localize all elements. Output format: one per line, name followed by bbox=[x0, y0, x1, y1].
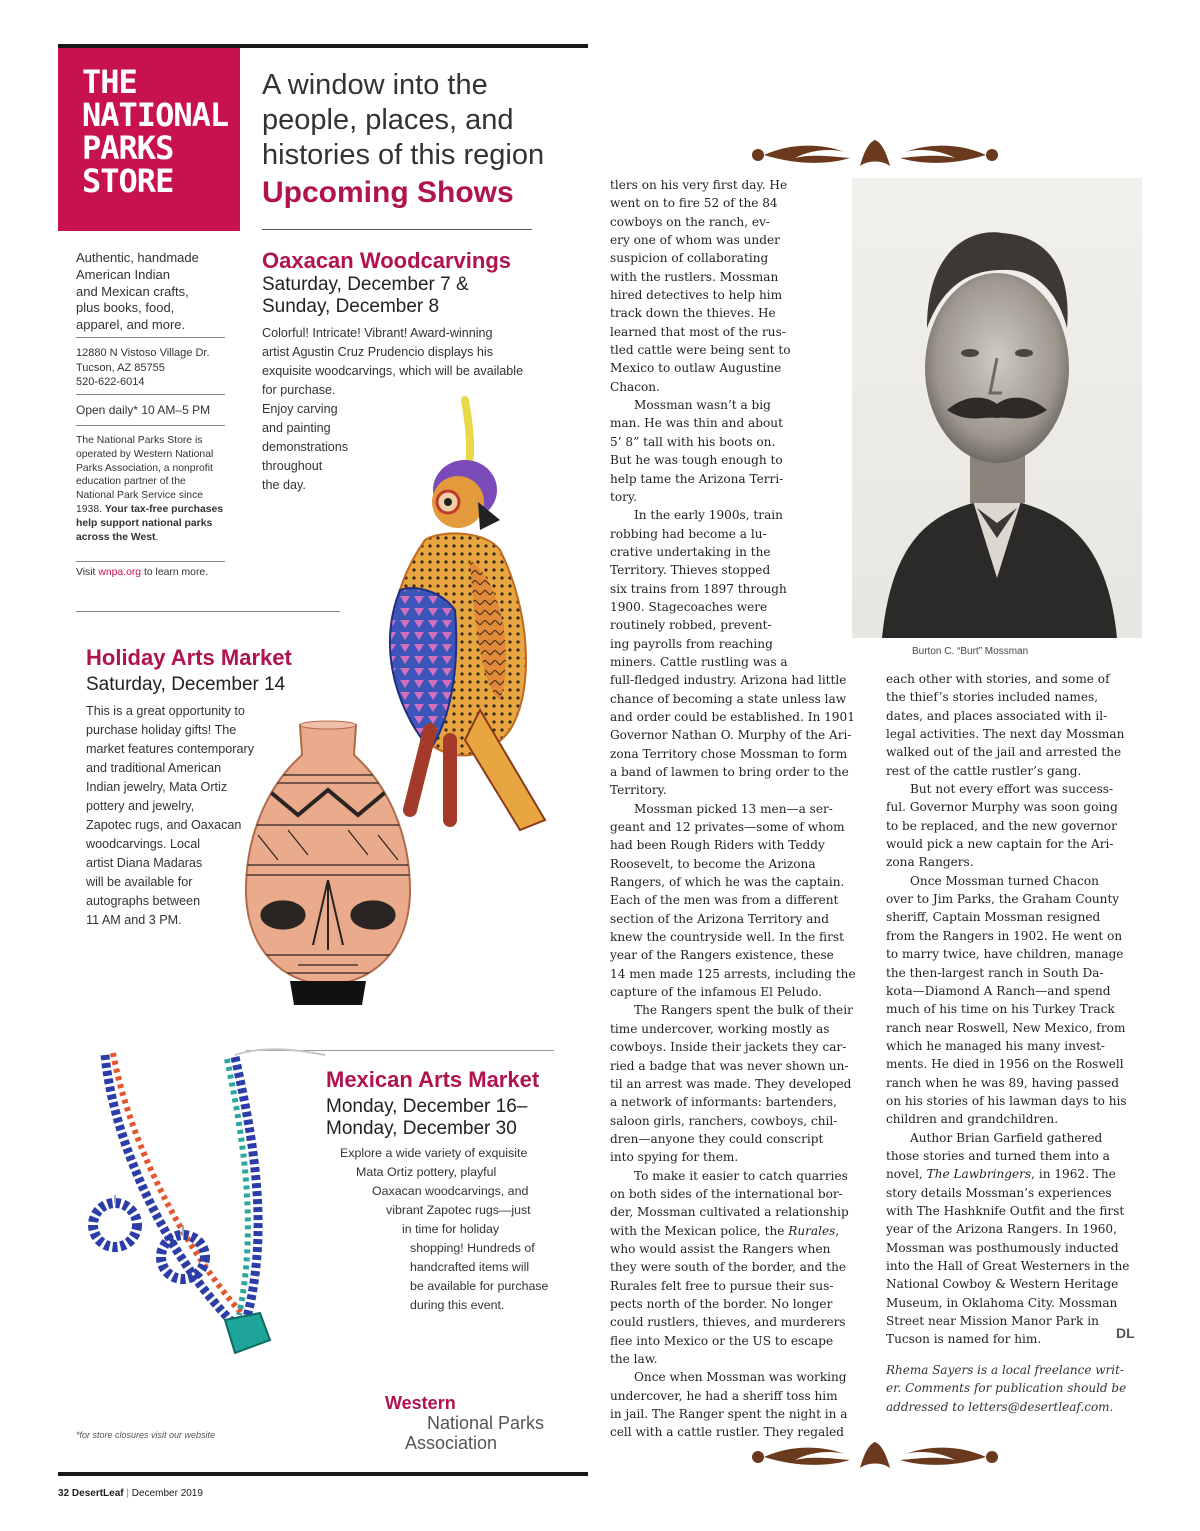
paragraph-text: To make it easier to catch quarries on both sides of the international bor- der, Mossman cultivated a relationship with the Mexican police, the bbox=[610, 1168, 849, 1238]
desc-line: This is a great opportunity to bbox=[86, 704, 245, 718]
sidebar-intro-line: Authentic, handmade bbox=[76, 250, 199, 265]
phone-number: 520-622-6014 bbox=[76, 376, 145, 388]
author-byline: Rhema Sayers is a local freelance writ- er. Comments for publication should be addressed to letters@desertleaf.com. bbox=[886, 1363, 1127, 1414]
store-hours: Open daily* 10 AM–5 PM bbox=[76, 403, 211, 417]
desc-line: Mata Ortiz pottery, playful bbox=[356, 1165, 497, 1179]
wnpa-logo bbox=[385, 1393, 565, 1453]
article-paragraph: Mossman picked 13 men—a ser- geant and 12 privates—some of whom had been Rough Riders with Teddy Roosevelt, to become the Arizona Rangers, of which he was the captain. Each of the men was from a different section of the Arizona Territory and knew the countryside well. In the first year of the Rangers existence, these 14 men made 125 arrests, including the capture of the infamous El Peludo. bbox=[610, 801, 856, 1000]
sidebar-intro-line: and Mexican crafts, bbox=[76, 283, 189, 299]
desc-line: demonstrations bbox=[262, 440, 349, 454]
event-date bbox=[326, 1096, 527, 1140]
mossman-portrait-photo bbox=[852, 178, 1142, 638]
headline-line: histories of this region bbox=[262, 139, 545, 171]
article-paragraph: Mossman wasn’t a big man. He was thin and about 5’ 8” tall with his boots on. But he was tough enough to help tame the Arizona Terri- tory. bbox=[610, 398, 784, 504]
article-paragraph: each other with stories, and some of the thief’s stories included names, dates, and places associated with il- legal activities. The next day Mossman walked out of the jail and arrested the rest of the cattle rustler’s gang. bbox=[886, 672, 1125, 778]
page-folio bbox=[58, 1488, 203, 1499]
article-paragraph: In the early 1900s, train robbing had become a lu- crative undertaking in the Territory. Thieves stopped six trains from 1897 through 1900. Stagecoaches were routinely robbed, prevent- ing payrolls from reaching miners. Cattle rustling was a full-fledged industry. Arizona had little chance of becoming a state unless law and order could be established. In 1901 Governor Nathan O. Murphy of the Ari- zona Territory chose Mossman to form a band of lawmen to bring order to the Territory. bbox=[610, 508, 855, 798]
desc-line: Explore a wide variety of exquisite bbox=[340, 1146, 528, 1160]
portrait-figure bbox=[852, 178, 1142, 638]
visit-suffix: to learn more. bbox=[141, 567, 209, 578]
desc-line: Colorful! Intricate! Vibrant! Award-winning bbox=[262, 326, 493, 340]
headline-rule bbox=[262, 229, 532, 230]
store-about: The National Parks Store is operated by Western National Parks Association, a nonprofit education partner of the National Park Service since 1938. Your tax-free purchases help support national parks across the West. bbox=[76, 435, 224, 543]
desc-line: handcrafted items will bbox=[410, 1260, 530, 1274]
folio-separator: | bbox=[126, 1488, 129, 1499]
store-address bbox=[76, 346, 226, 390]
paragraph-text: Author Brian Garfield gathered those stories and turned them into a novel, bbox=[886, 1130, 1110, 1182]
article-paragraph: The Rangers spent the bulk of their time undercover, working mostly as cowboys. Inside their jackets they car- ried a badge that was never shown un- til an arrest was made. They developed a network of informants: bartenders, saloon girls, ranchers, cowboys, chil- dren—anyone they could conscript into spying for them. bbox=[610, 1003, 853, 1165]
visit-note bbox=[76, 567, 226, 579]
desc-line: for purchase. bbox=[262, 383, 336, 397]
headline-line: A window into the bbox=[262, 69, 488, 101]
paragraph-text: , who would assist the Rangers when they were south of the border, and the Rurales felt free to pursue their sus- pects north of the border. No longer could rustlers, thieves, and murderers flee into Mexico or the US to escape the law. bbox=[610, 1223, 847, 1366]
sidebar-intro bbox=[76, 250, 226, 334]
article-paragraph: Once Mossman turned Chacon over to Jim Parks, the Graham County sheriff, Captain Mossman resigned from the Rangers in 1902. He went on to marry twice, have children, manage the then-largest ranch in South Da- kota—Diamond A Ranch—and spend much of his time on his Turkey Track ranch near Roswell, New Mexico, from which he managed his many invest- ments. He died in 1956 on the Roswell ranch when he was 89, having passed on his stories of his lawman days to his children and grandchildren. bbox=[886, 873, 1127, 1127]
event-title: Mexican Arts Market bbox=[326, 1067, 540, 1092]
desc-line: and painting bbox=[262, 421, 331, 435]
page-number: 32 bbox=[58, 1488, 70, 1499]
event-date bbox=[86, 674, 285, 696]
logo-line: PARKS bbox=[82, 129, 174, 167]
desc-line: Enjoy carving bbox=[262, 402, 338, 416]
event-description bbox=[340, 1144, 548, 1315]
mata-ortiz-pot-image bbox=[238, 715, 418, 1015]
desc-line: vibrant Zapotec rugs—just bbox=[386, 1203, 531, 1217]
sidebar-intro-line: apparel, and more. bbox=[76, 317, 186, 333]
top-ornament bbox=[750, 138, 1000, 172]
issue-date: December 2019 bbox=[131, 1488, 203, 1499]
event-date-line: Saturday, December 14 bbox=[86, 674, 286, 695]
sidebar-bottom-rule bbox=[76, 611, 340, 612]
logo-line: STORE bbox=[82, 162, 174, 200]
event-date-line: Monday, December 30 bbox=[326, 1118, 517, 1139]
sidebar-divider bbox=[76, 425, 225, 426]
desc-line: Zapotec rugs, and Oaxacan bbox=[86, 818, 242, 832]
desc-line: Oaxacan woodcarvings, and bbox=[372, 1184, 529, 1198]
bottom-rule bbox=[58, 1472, 588, 1476]
address-line: Tucson, AZ 85755 bbox=[76, 361, 165, 374]
desc-line: 11 AM and 3 PM. bbox=[86, 913, 182, 927]
desc-line: artist Diana Madaras bbox=[86, 856, 203, 870]
headline-line: people, places, and bbox=[262, 104, 514, 136]
article-paragraph: Once when Mossman was working undercover, he had a sheriff toss him in jail. The Ranger spent the night in a cell with a cattle rustler. They regaled bbox=[610, 1370, 848, 1440]
article-paragraph: tlers on his very first day. He went on to fire 52 of the 84 cowboys on the ranch, ev- ery one of whom was under suspicion of collaborating with the rustlers. Mossman hired detectives to help him track down the thieves. He learned that most of the rus- tled cattle were being sent to Mexico to outlaw Augustine Chacon. bbox=[610, 178, 791, 394]
logo-line: NATIONAL bbox=[82, 96, 229, 134]
desc-line: autographs between bbox=[86, 894, 201, 908]
desc-line: exquisite woodcarvings, which will be available bbox=[262, 364, 524, 378]
end-mark: DL bbox=[1116, 1325, 1135, 1341]
sidebar-intro-line: American Indian bbox=[76, 266, 170, 282]
article-paragraph bbox=[610, 1167, 878, 1369]
article-column-2 bbox=[886, 670, 1148, 1349]
article-paragraph: But not every effort was success- ful. Governor Murphy was soon going to be replaced, and the new governor would pick a new captain for the Ari- zona Rangers. bbox=[886, 782, 1118, 870]
event-date-line: Sunday, December 8 bbox=[262, 296, 440, 317]
article-column-1 bbox=[610, 176, 878, 1442]
photo-caption: Burton C. “Burt” Mossman bbox=[912, 646, 1029, 657]
event-date-line: Monday, December 16– bbox=[326, 1096, 528, 1117]
event-title: Holiday Arts Market bbox=[86, 645, 292, 670]
sidebar-intro-line: plus books, food, bbox=[76, 300, 175, 316]
wnpa-logo-line: Western bbox=[385, 1393, 456, 1413]
desc-line: be available for purchase bbox=[410, 1279, 549, 1293]
event-date-line: Saturday, December 7 & bbox=[262, 274, 469, 295]
sidebar-divider bbox=[76, 561, 225, 562]
necklace-earrings-image bbox=[85, 1035, 335, 1365]
desc-line: will be available for bbox=[86, 875, 193, 889]
desc-line: shopping! Hundreds of bbox=[410, 1241, 535, 1255]
about-bold-text: Your tax-free purchases help support national parks across the West bbox=[76, 503, 224, 543]
wnpa-logo-line: National Parks bbox=[427, 1413, 545, 1433]
desc-line: woodcarvings. Local bbox=[86, 837, 201, 851]
desc-line: Indian jewelry, Mata Ortiz bbox=[86, 780, 228, 794]
page-headline bbox=[262, 68, 592, 173]
desc-line: artist Agustin Cruz Prudencio displays his bbox=[262, 345, 493, 359]
book-title: The Lawbringers bbox=[926, 1167, 1032, 1182]
desc-line: during this event. bbox=[410, 1298, 505, 1312]
paragraph-text: , in 1962. The story details Mossman’s experiences with The Hashknife Outfit and the first year of the Arizona Rangers. In 1960, Mossman was posthumously inducted into the Hall of Great Westerners in the National Cowboy & Western Heritage Museum, in Oklahoma City. Mossman Street near Mission Manor Park in Tucson is named for him. bbox=[886, 1167, 1130, 1347]
logo-line: THE bbox=[82, 63, 137, 101]
desc-line: in time for holiday bbox=[402, 1222, 500, 1236]
event-date bbox=[262, 274, 469, 318]
bottom-ornament bbox=[750, 1440, 1000, 1474]
article-paragraph bbox=[886, 1129, 1148, 1349]
about-text: The National Parks Store is operated by Western National Parks Association, a nonprofit education partner of the National Park Service since 1938. bbox=[76, 435, 214, 515]
wnpa-link[interactable]: wnpa.org bbox=[98, 567, 142, 578]
desc-line: purchase holiday gifts! The bbox=[86, 723, 237, 737]
desc-line: pottery and jewelry, bbox=[86, 799, 195, 813]
event-title: Oaxacan Woodcarvings bbox=[262, 248, 512, 273]
section-title: Upcoming Shows bbox=[262, 176, 514, 209]
desc-line: market features contemporary bbox=[86, 742, 254, 756]
desc-line: the day. bbox=[262, 478, 306, 492]
sidebar-divider bbox=[76, 337, 225, 338]
magazine-name: DesertLeaf bbox=[71, 1488, 124, 1499]
store-closure-footnote: *for store closures visit our website bbox=[76, 1430, 216, 1440]
desc-line: and traditional American bbox=[86, 761, 222, 775]
visit-prefix: Visit bbox=[76, 567, 99, 578]
italic-term: Rurales bbox=[788, 1223, 836, 1238]
address-line: 12880 N Vistoso Village Dr. bbox=[76, 347, 210, 359]
sidebar-divider bbox=[76, 394, 225, 395]
wnpa-logo-line: Association bbox=[405, 1433, 498, 1453]
desc-line: throughout bbox=[262, 459, 323, 473]
event-description bbox=[86, 702, 254, 930]
national-parks-store-logo bbox=[58, 48, 240, 231]
